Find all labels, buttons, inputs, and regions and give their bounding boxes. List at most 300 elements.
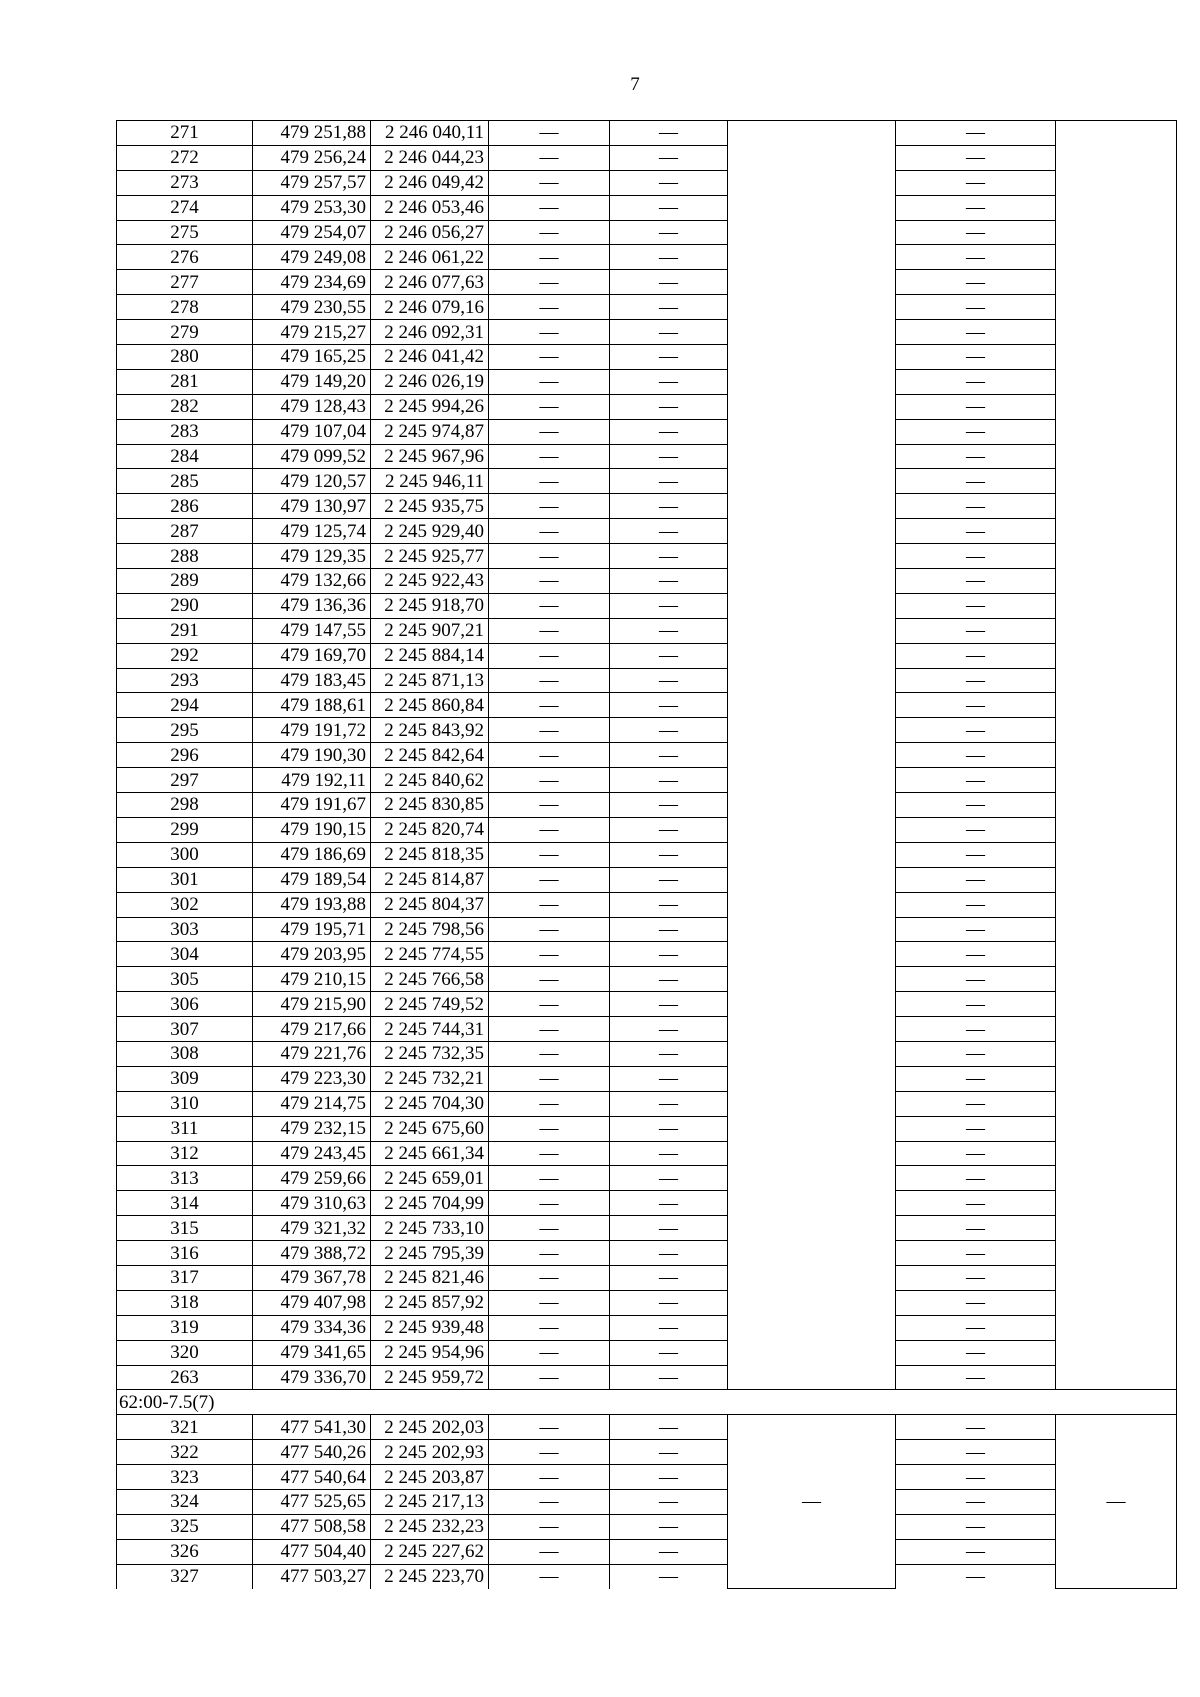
dash-cell: — [896, 519, 1056, 544]
point-number: 286 [117, 494, 253, 519]
coordinate-y: 2 245 202,93 [371, 1440, 489, 1465]
dash-cell: — [489, 369, 610, 394]
table-row [117, 121, 1177, 146]
coordinate-y: 2 245 907,21 [371, 618, 489, 643]
table-row [117, 1489, 1177, 1514]
point-number: 277 [117, 270, 253, 295]
dash-cell: — [896, 121, 1056, 146]
coordinate-y: 2 245 974,87 [371, 419, 489, 444]
point-number: 301 [117, 867, 253, 892]
point-number: 276 [117, 245, 253, 270]
coordinate-x: 477 525,65 [253, 1489, 371, 1514]
coordinate-x: 479 310,63 [253, 1191, 371, 1216]
table-row [117, 469, 1177, 494]
table-row [117, 743, 1177, 768]
dash-cell: — [896, 1041, 1056, 1066]
table-row [117, 1465, 1177, 1490]
dash-cell: — [610, 220, 728, 245]
dash-cell: — [489, 1017, 610, 1042]
dash-cell: — [489, 1340, 610, 1365]
point-number: 314 [117, 1191, 253, 1216]
coordinate-y: 2 246 049,42 [371, 170, 489, 195]
dash-cell: — [489, 469, 610, 494]
dash-cell: — [610, 1017, 728, 1042]
dash-cell: — [896, 295, 1056, 320]
dash-cell: — [896, 1340, 1056, 1365]
point-number: 280 [117, 345, 253, 370]
point-number: 322 [117, 1440, 253, 1465]
table-row [117, 718, 1177, 743]
dash-cell: — [489, 569, 610, 594]
coordinate-y: 2 245 732,35 [371, 1041, 489, 1066]
dash-cell: — [489, 1116, 610, 1141]
dash-cell: — [896, 643, 1056, 668]
dash-cell: — [610, 1041, 728, 1066]
coordinate-x: 479 193,88 [253, 892, 371, 917]
point-number: 296 [117, 743, 253, 768]
table-row [117, 519, 1177, 544]
section-row [117, 1390, 1177, 1415]
dash-cell: — [489, 1066, 610, 1091]
point-number: 300 [117, 842, 253, 867]
dash-cell: — [489, 419, 610, 444]
coordinate-x: 479 120,57 [253, 469, 371, 494]
dash-cell: — [489, 618, 610, 643]
dash-cell: — [610, 942, 728, 967]
coordinate-x: 479 223,30 [253, 1066, 371, 1091]
dash-cell: — [489, 942, 610, 967]
dash-cell: — [610, 145, 728, 170]
dash-cell: — [896, 693, 1056, 718]
table-row [117, 1290, 1177, 1315]
coordinate-x: 479 341,65 [253, 1340, 371, 1365]
table-row [117, 1514, 1177, 1539]
coordinate-y: 2 245 659,01 [371, 1166, 489, 1191]
dash-cell: — [610, 917, 728, 942]
coordinate-y: 2 246 041,42 [371, 345, 489, 370]
dash-cell: — [489, 270, 610, 295]
dash-cell: — [489, 494, 610, 519]
table-row [117, 842, 1177, 867]
table-row [117, 1091, 1177, 1116]
point-number: 321 [117, 1415, 253, 1440]
point-number: 285 [117, 469, 253, 494]
point-number: 311 [117, 1116, 253, 1141]
dash-cell: — [610, 1141, 728, 1166]
coordinate-x: 479 192,11 [253, 768, 371, 793]
dash-cell: — [610, 1365, 728, 1390]
dash-cell: — [896, 1365, 1056, 1390]
coordinate-x: 479 136,36 [253, 593, 371, 618]
dash-cell: — [489, 544, 610, 569]
coordinate-y: 2 245 967,96 [371, 444, 489, 469]
dash-cell: — [896, 1191, 1056, 1216]
dash-cell: — [896, 768, 1056, 793]
table-row [117, 793, 1177, 818]
point-number: 319 [117, 1315, 253, 1340]
dash-cell: — [610, 1465, 728, 1490]
table-row [117, 1041, 1177, 1066]
coordinate-x: 479 186,69 [253, 842, 371, 867]
point-number: 318 [117, 1290, 253, 1315]
dash-cell: — [489, 1091, 610, 1116]
dash-cell: — [610, 320, 728, 345]
dash-cell: — [489, 1539, 610, 1564]
coordinate-y: 2 245 795,39 [371, 1241, 489, 1266]
point-number: 272 [117, 145, 253, 170]
point-number: 293 [117, 668, 253, 693]
coordinate-x: 477 504,40 [253, 1539, 371, 1564]
dash-cell: — [610, 593, 728, 618]
point-number: 320 [117, 1340, 253, 1365]
table-row [117, 195, 1177, 220]
dash-cell: — [610, 195, 728, 220]
dash-cell: — [610, 1066, 728, 1091]
coordinate-x: 477 540,26 [253, 1440, 371, 1465]
dash-cell: — [610, 842, 728, 867]
coordinate-x: 479 165,25 [253, 345, 371, 370]
dash-cell: — [896, 1116, 1056, 1141]
dash-cell: — [610, 668, 728, 693]
coordinate-x: 479 191,72 [253, 718, 371, 743]
table-row [117, 295, 1177, 320]
dash-cell: — [610, 1440, 728, 1465]
point-number: 287 [117, 519, 253, 544]
coordinate-y: 2 246 079,16 [371, 295, 489, 320]
dash-cell: — [489, 1241, 610, 1266]
dash-cell: — [489, 145, 610, 170]
coordinate-y: 2 245 732,21 [371, 1066, 489, 1091]
coordinate-y: 2 245 675,60 [371, 1116, 489, 1141]
dash-cell: — [610, 1166, 728, 1191]
dash-cell: — [896, 544, 1056, 569]
dash-cell: — [896, 892, 1056, 917]
dash-cell: — [489, 121, 610, 146]
point-number: 263 [117, 1365, 253, 1390]
dash-cell: — [896, 793, 1056, 818]
dash-cell: — [896, 593, 1056, 618]
table-row [117, 1415, 1177, 1440]
dash-cell: — [610, 1191, 728, 1216]
dash-cell: — [489, 1216, 610, 1241]
coordinate-x: 479 191,67 [253, 793, 371, 818]
coordinate-y: 2 245 766,58 [371, 967, 489, 992]
dash-cell: — [896, 842, 1056, 867]
dash-cell: — [610, 793, 728, 818]
dash-cell: — [489, 743, 610, 768]
dash-cell: — [610, 1290, 728, 1315]
dash-cell: — [896, 1415, 1056, 1440]
coordinate-y: 2 246 026,19 [371, 369, 489, 394]
dash-cell: — [489, 593, 610, 618]
dash-cell: — [489, 1415, 610, 1440]
coordinate-y: 2 246 077,63 [371, 270, 489, 295]
coordinate-x: 479 214,75 [253, 1091, 371, 1116]
dash-cell: — [896, 345, 1056, 370]
coordinate-x: 479 190,30 [253, 743, 371, 768]
point-number: 325 [117, 1514, 253, 1539]
point-number: 315 [117, 1216, 253, 1241]
coordinate-y: 2 245 994,26 [371, 394, 489, 419]
dash-cell: — [610, 1116, 728, 1141]
coordinate-y: 2 245 814,87 [371, 867, 489, 892]
dash-cell: — [896, 743, 1056, 768]
dash-cell: — [610, 295, 728, 320]
coordinate-x: 479 243,45 [253, 1141, 371, 1166]
dash-cell: — [896, 419, 1056, 444]
coordinate-y: 2 245 959,72 [371, 1365, 489, 1390]
dash-cell: — [610, 369, 728, 394]
coordinate-x: 479 251,88 [253, 121, 371, 146]
dash-cell: — [489, 1465, 610, 1490]
point-number: 303 [117, 917, 253, 942]
coordinate-y: 2 245 749,52 [371, 992, 489, 1017]
dash-cell: — [896, 668, 1056, 693]
coordinate-y: 2 245 843,92 [371, 718, 489, 743]
coordinate-x: 479 190,15 [253, 817, 371, 842]
dash-cell: — [489, 817, 610, 842]
coordinates-table-body [117, 121, 1177, 1589]
dash-cell: — [610, 1514, 728, 1539]
dash-cell: — [489, 1191, 610, 1216]
point-number: 279 [117, 320, 253, 345]
dash-cell: — [896, 867, 1056, 892]
table-row [117, 917, 1177, 942]
coordinate-y: 2 245 946,11 [371, 469, 489, 494]
dash-cell: — [610, 345, 728, 370]
coordinate-y: 2 246 040,11 [371, 121, 489, 146]
table-row [117, 967, 1177, 992]
dash-cell: — [896, 1489, 1056, 1514]
table-row [117, 444, 1177, 469]
table-row [117, 494, 1177, 519]
dash-cell: — [610, 1091, 728, 1116]
dash-cell: — [896, 320, 1056, 345]
coordinate-x: 479 215,90 [253, 992, 371, 1017]
dash-cell: — [610, 817, 728, 842]
point-number: 275 [117, 220, 253, 245]
coordinate-x: 479 203,95 [253, 942, 371, 967]
coordinate-y: 2 245 774,55 [371, 942, 489, 967]
table-row [117, 220, 1177, 245]
coordinate-y: 2 246 092,31 [371, 320, 489, 345]
coordinate-y: 2 245 820,74 [371, 817, 489, 842]
point-number: 298 [117, 793, 253, 818]
dash-cell: — [489, 295, 610, 320]
dash-cell: — [610, 967, 728, 992]
dash-cell: — [489, 917, 610, 942]
table-row [117, 1440, 1177, 1465]
coordinate-y: 2 246 044,23 [371, 145, 489, 170]
coordinate-x: 477 503,27 [253, 1564, 371, 1588]
point-number: 294 [117, 693, 253, 718]
dash-cell: — [489, 1041, 610, 1066]
dash-cell: — [610, 444, 728, 469]
coordinate-y: 2 245 918,70 [371, 593, 489, 618]
dash-cell: — [489, 220, 610, 245]
dash-cell: — [489, 519, 610, 544]
coordinate-y: 2 245 223,70 [371, 1564, 489, 1588]
merged-cell [728, 121, 896, 1390]
coordinate-y: 2 245 704,99 [371, 1191, 489, 1216]
table-row [117, 1315, 1177, 1340]
dash-cell: — [610, 892, 728, 917]
dash-cell: — [610, 867, 728, 892]
point-number: 317 [117, 1265, 253, 1290]
dash-cell: — [896, 1290, 1056, 1315]
table-row [117, 1017, 1177, 1042]
table-row [117, 593, 1177, 618]
coordinate-x: 479 230,55 [253, 295, 371, 320]
dash-cell: — [610, 618, 728, 643]
dash-cell: — [489, 643, 610, 668]
coordinate-y: 2 245 860,84 [371, 693, 489, 718]
coordinate-x: 479 217,66 [253, 1017, 371, 1042]
dash-cell: — [610, 170, 728, 195]
point-number: 274 [117, 195, 253, 220]
dash-cell: — [610, 1216, 728, 1241]
dash-cell: — [489, 1514, 610, 1539]
coordinate-y: 2 245 798,56 [371, 917, 489, 942]
dash-cell: — [489, 1166, 610, 1191]
coordinate-x: 479 128,43 [253, 394, 371, 419]
dash-cell: — [489, 245, 610, 270]
coordinate-y: 2 246 056,27 [371, 220, 489, 245]
coordinate-x: 479 256,24 [253, 145, 371, 170]
dash-cell: — [610, 643, 728, 668]
table-row [117, 170, 1177, 195]
coordinate-y: 2 245 661,34 [371, 1141, 489, 1166]
dash-cell: — [489, 1265, 610, 1290]
dash-cell: — [489, 1564, 610, 1588]
coordinate-x: 479 367,78 [253, 1265, 371, 1290]
dash-cell: — [896, 369, 1056, 394]
table-row [117, 1191, 1177, 1216]
dash-cell: — [489, 718, 610, 743]
section-label: 62:00-7.5(7) [117, 1390, 1177, 1415]
dash-cell: — [489, 1365, 610, 1390]
dash-cell: — [489, 793, 610, 818]
page-number: 7 [630, 74, 640, 95]
dash-cell: — [896, 618, 1056, 643]
dash-cell: — [489, 693, 610, 718]
coordinate-y: 2 246 061,22 [371, 245, 489, 270]
dash-cell: — [896, 1091, 1056, 1116]
dash-cell: — [610, 1340, 728, 1365]
coordinate-x: 479 234,69 [253, 270, 371, 295]
table-row [117, 419, 1177, 444]
point-number: 284 [117, 444, 253, 469]
table-row [117, 369, 1177, 394]
dash-cell: — [489, 195, 610, 220]
table-row [117, 1141, 1177, 1166]
coordinate-x: 479 129,35 [253, 544, 371, 569]
point-number: 299 [117, 817, 253, 842]
merged-cell: — [1056, 1415, 1177, 1589]
dash-cell: — [610, 1315, 728, 1340]
dash-cell: — [489, 170, 610, 195]
coordinate-y: 2 245 203,87 [371, 1465, 489, 1490]
point-number: 288 [117, 544, 253, 569]
coordinate-y: 2 245 217,13 [371, 1489, 489, 1514]
dash-cell: — [896, 992, 1056, 1017]
coordinate-y: 2 245 818,35 [371, 842, 489, 867]
dash-cell: — [610, 494, 728, 519]
coordinate-y: 2 245 227,62 [371, 1539, 489, 1564]
dash-cell: — [610, 1489, 728, 1514]
coordinate-x: 479 253,30 [253, 195, 371, 220]
table-row [117, 1265, 1177, 1290]
table-row [117, 1365, 1177, 1390]
dash-cell: — [896, 195, 1056, 220]
coordinate-x: 479 215,27 [253, 320, 371, 345]
dash-cell: — [610, 992, 728, 1017]
coordinate-y: 2 245 939,48 [371, 1315, 489, 1340]
dash-cell: — [610, 693, 728, 718]
coordinate-x: 479 249,08 [253, 245, 371, 270]
coordinate-y: 2 245 830,85 [371, 793, 489, 818]
point-number: 297 [117, 768, 253, 793]
dash-cell: — [896, 170, 1056, 195]
dash-cell: — [896, 942, 1056, 967]
dash-cell: — [489, 768, 610, 793]
table-row [117, 817, 1177, 842]
coordinate-y: 2 245 935,75 [371, 494, 489, 519]
table-row [117, 892, 1177, 917]
dash-cell: — [896, 1539, 1056, 1564]
dash-cell: — [896, 145, 1056, 170]
table-row [117, 867, 1177, 892]
coordinate-x: 479 257,57 [253, 170, 371, 195]
dash-cell: — [610, 1539, 728, 1564]
dash-cell: — [896, 394, 1056, 419]
dash-cell: — [610, 1265, 728, 1290]
table-row [117, 145, 1177, 170]
table-row [117, 1564, 1177, 1588]
dash-cell: — [489, 394, 610, 419]
dash-cell: — [610, 519, 728, 544]
dash-cell: — [896, 444, 1056, 469]
point-number: 304 [117, 942, 253, 967]
coordinate-x: 479 336,70 [253, 1365, 371, 1390]
point-number: 295 [117, 718, 253, 743]
coordinate-y: 2 245 804,37 [371, 892, 489, 917]
dash-cell: — [489, 320, 610, 345]
table-row [117, 1116, 1177, 1141]
table-row [117, 693, 1177, 718]
dash-cell: — [610, 419, 728, 444]
point-number: 312 [117, 1141, 253, 1166]
merged-cell: — [728, 1415, 896, 1589]
coordinate-y: 2 245 842,64 [371, 743, 489, 768]
dash-cell: — [489, 892, 610, 917]
dash-cell: — [610, 245, 728, 270]
dash-cell: — [896, 817, 1056, 842]
table-row [117, 270, 1177, 295]
coordinate-x: 479 132,66 [253, 569, 371, 594]
coordinate-y: 2 245 954,96 [371, 1340, 489, 1365]
coordinate-x: 479 210,15 [253, 967, 371, 992]
dash-cell: — [896, 1465, 1056, 1490]
dash-cell: — [896, 1514, 1056, 1539]
coordinate-x: 479 232,15 [253, 1116, 371, 1141]
point-number: 278 [117, 295, 253, 320]
table-row [117, 1241, 1177, 1266]
dash-cell: — [610, 270, 728, 295]
coordinate-x: 479 183,45 [253, 668, 371, 693]
coordinates-table [116, 120, 1177, 1589]
coordinate-x: 479 195,71 [253, 917, 371, 942]
